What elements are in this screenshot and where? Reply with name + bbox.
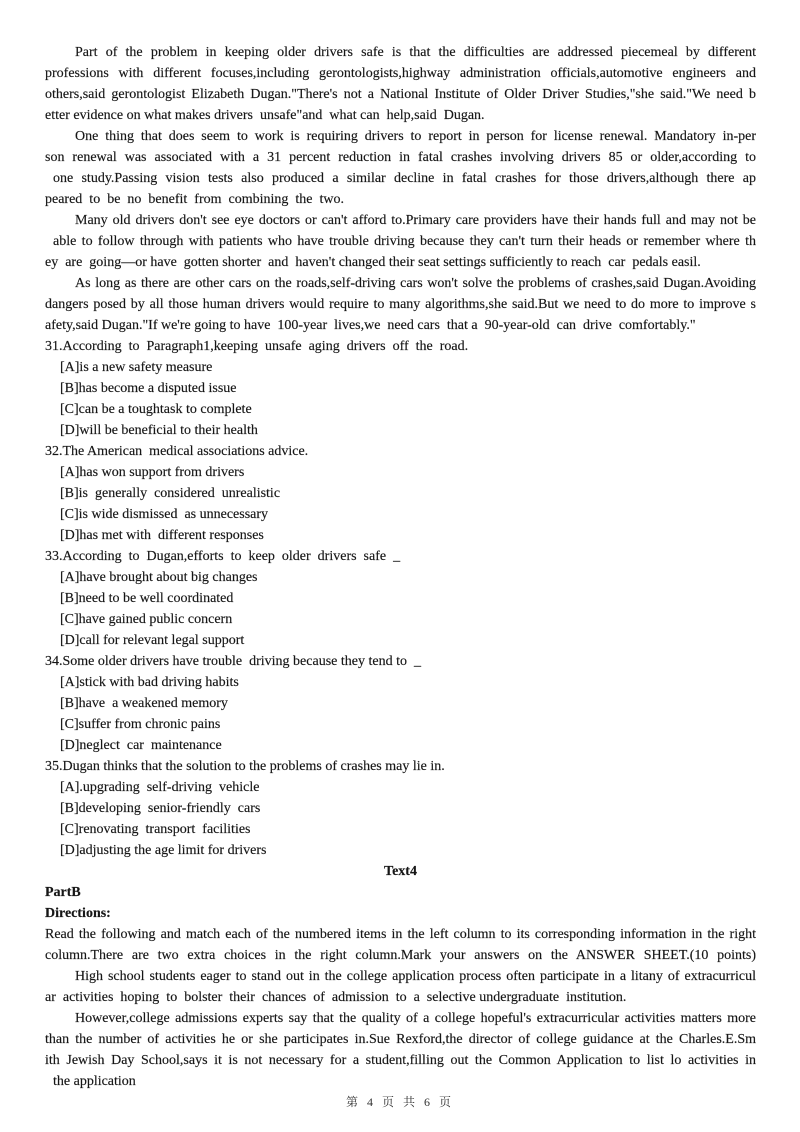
question-31	[45, 336, 756, 441]
passage-line: one study.Passing vision tests also produced a similar decline in fatal crashes for those drivers,although there ap	[53, 171, 756, 186]
option-a: [A].upgrading self-driving vehicle	[60, 780, 260, 795]
question-stem: 31.According to Paragraph1,keeping unsafe aging drivers off the road.	[45, 339, 469, 354]
option-d: [D]will be beneficial to their health	[60, 423, 258, 438]
option-b: [B]developing senior-friendly cars	[60, 801, 261, 816]
passage-paragraph-1	[45, 42, 756, 126]
passage-line: However,college admissions experts say that the quality of a college hopeful's extracurricular activities matters more	[75, 1011, 756, 1026]
directions-label: Directions:	[45, 906, 111, 921]
option-d: [D]call for relevant legal support	[60, 633, 245, 648]
option-c: [C]suffer from chronic pains	[60, 717, 221, 732]
question-stem: 32.The American medical associations advice.	[45, 444, 309, 459]
question-35	[45, 756, 756, 861]
question-stem: 34.Some older drivers have trouble driving because they tend to _	[45, 654, 421, 669]
option-c: [C]can be a toughtask to complete	[60, 402, 252, 417]
passage-line: One thing that does seem to work is requiring drivers to report in person for license renewal. Mandatory in-per	[75, 129, 756, 144]
text4-heading: Text4	[384, 864, 417, 879]
option-c: [C]renovating transport facilities	[60, 822, 251, 837]
option-b: [B]is generally considered unrealistic	[60, 486, 281, 501]
partb-paragraph-1	[45, 966, 756, 1008]
question-33	[45, 546, 756, 651]
passage-line: As long as there are other cars on the roads,self-driving cars won't solve the problems of crashes,said Dugan.Avoiding	[75, 276, 756, 291]
passage-line: ey are going—or have gotten shorter and haven't changed their seat settings sufficiently to reach car pedals easil.	[45, 255, 701, 270]
option-a: [A]have brought about big changes	[60, 570, 258, 585]
option-a: [A]stick with bad driving habits	[60, 675, 239, 690]
passage-line: ar activities hoping to bolster their chances of admission to a selective undergraduate institution.	[45, 990, 627, 1005]
option-d: [D]neglect car maintenance	[60, 738, 222, 753]
passage-line: the application	[53, 1074, 136, 1089]
passage-line: peared to be no benefit from combining the two.	[45, 192, 344, 207]
option-c: [C]is wide dismissed as unnecessary	[60, 507, 269, 522]
directions-line: column.There are two extra choices in the right column.Mark your answers on the ANSWER SHEET.(10 points)	[45, 948, 756, 963]
option-d: [D]adjusting the age limit for drivers	[60, 843, 267, 858]
passage-paragraph-4	[45, 273, 756, 336]
partb-paragraph-2	[45, 1008, 756, 1092]
option-b: [B]has become a disputed issue	[60, 381, 237, 396]
passage-line: Part of the problem in keeping older drivers safe is that the difficulties are addressed piecemeal by different	[75, 45, 756, 60]
question-32	[45, 441, 756, 546]
page-number: 第 4 页 共 6 页	[345, 1095, 454, 1109]
option-b: [B]have a weakened memory	[60, 696, 228, 711]
passage-line: ith Jewish Day School,says it is not necessary for a student,filling out the Common Application to list lo activities in	[45, 1053, 756, 1068]
passage-line: etter evidence on what makes drivers unsafe"and what can help,said Dugan.	[45, 108, 485, 123]
passage-line: dangers posed by all those human drivers would require to many algorithms,she said.But we need to do more to improve s	[45, 297, 756, 312]
option-d: [D]has met with different responses	[60, 528, 264, 543]
passage-paragraph-2	[45, 126, 756, 210]
passage-line: afety,said Dugan."If we're going to have 100-year lives,we need cars that a 90-year-old can drive comfortably."	[45, 318, 696, 333]
passage-line: professions with different focuses,including gerontologists,highway administration officials,automotive engineers and	[45, 66, 756, 81]
option-a: [A]is a new safety measure	[60, 360, 213, 375]
directions-line: Read the following and match each of the numbered items in the left column to its corresponding information in the right	[45, 927, 756, 942]
option-b: [B]need to be well coordinated	[60, 591, 234, 606]
option-c: [C]have gained public concern	[60, 612, 233, 627]
passage-line: son renewal was associated with a 31 percent reduction in fatal crashes involving drivers 85 or older,according to	[45, 150, 756, 165]
partb-heading: PartB	[45, 885, 81, 900]
option-a: [A]has won support from drivers	[60, 465, 245, 480]
passage-line: High school students eager to stand out in the college application process often participate in a litany of extracurricul	[75, 969, 756, 984]
question-stem: 35.Dugan thinks that the solution to the problems of crashes may lie in.	[45, 759, 445, 774]
question-34	[45, 651, 756, 756]
passage-line: than the number of activities he or she participates in.Sue Rexford,the director of college guidance at the Charles.E.Sm	[45, 1032, 756, 1047]
directions-text	[45, 924, 756, 966]
passage-paragraph-3	[45, 210, 756, 273]
passage-line: able to follow through with patients who have trouble driving because they can't turn their heads or remember where th	[53, 234, 756, 249]
passage-line: others,said gerontologist Elizabeth Dugan."There's not a National Institute of Older Driver Studies,"she said."We need b	[45, 87, 756, 102]
passage-line: Many old drivers don't see eye doctors or can't afford to.Primary care providers have their hands full and may not be	[75, 213, 756, 228]
question-stem: 33.According to Dugan,efforts to keep older drivers safe _	[45, 549, 401, 564]
